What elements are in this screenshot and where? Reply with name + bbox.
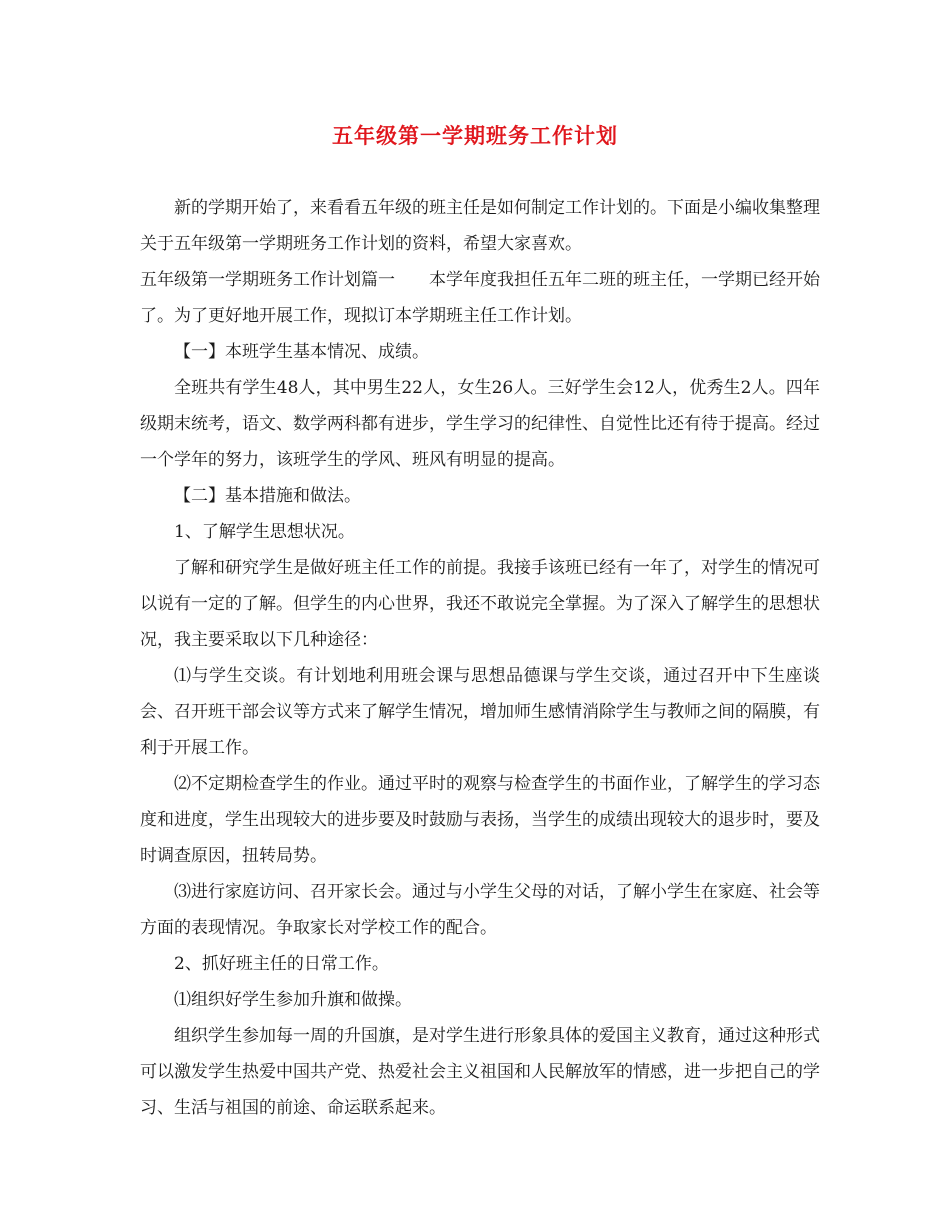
document-body [140, 190, 820, 1126]
section-heading-one: 【一】本班学生基本情况、成绩。 [174, 342, 429, 362]
subheading-daily-work: 2、抓好班主任的日常工作。 [174, 954, 389, 974]
section-heading-two: 【二】基本措施和做法。 [174, 486, 361, 506]
list-item-homework: ⑵不定期检查学生的作业。通过平时的观察与检查学生的书面作业，了解学生的学习态度和进度，学生出现较大的进步要及时鼓励与表扬，当学生的成绩出现较大的退步时，要及时调查原因，扭转局势。 [140, 774, 820, 866]
list-item-flag: ⑴组织好学生参加升旗和做操。 [174, 990, 412, 1010]
paragraph-plan-one: 五年级第一学期班务工作计划篇一 本学年度我担任五年二班的班主任，一学期已经开始了。为了更好地开展工作，现拟订本学期班主任工作计划。 [140, 270, 820, 326]
paragraph-class-situation: 全班共有学生48人，其中男生22人，女生26人。三好学生会12人，优秀生2人。四年级期末统考，语文、数学两科都有进步，学生学习的纪律性、自觉性比还有待于提高。经过一个学年的努力，该班学生的学风、班风有明显的提高。 [140, 378, 820, 470]
document-title: 五年级第一学期班务工作计划 [332, 123, 618, 148]
subheading-understand-students: 1、了解学生思想状况。 [174, 522, 355, 542]
paragraph-intro: 新的学期开始了，来看看五年级的班主任是如何制定工作计划的。下面是小编收集整理关于五年级第一学期班务工作计划的资料，希望大家喜欢。 [140, 198, 820, 254]
list-item-talk: ⑴与学生交谈。有计划地利用班会课与思想品德课与学生交谈，通过召开中下生座谈会、召开班干部会议等方式来了解学生情况，增加师生感情消除学生与教师之间的隔膜，有利于开展工作。 [140, 666, 820, 758]
paragraph-understand-students: 了解和研究学生是做好班主任工作的前提。我接手该班已经有一年了，对学生的情况可以说有一定的了解。但学生的内心世界，我还不敢说完全掌握。为了深入了解学生的思想状况，我主要采取以下几种途径： [140, 558, 820, 650]
paragraph-flag: 组织学生参加每一周的升国旗，是对学生进行形象具体的爱国主义教育，通过这种形式可以激发学生热爱中国共产党、热爱社会主义祖国和人民解放军的情感，进一步把自己的学习、生活与祖国的前途、命运联系起来。 [140, 1026, 820, 1118]
list-item-home-visit: ⑶进行家庭访问、召开家长会。通过与小学生父母的对话，了解小学生在家庭、社会等方面的表现情况。争取家长对学校工作的配合。 [140, 882, 820, 938]
